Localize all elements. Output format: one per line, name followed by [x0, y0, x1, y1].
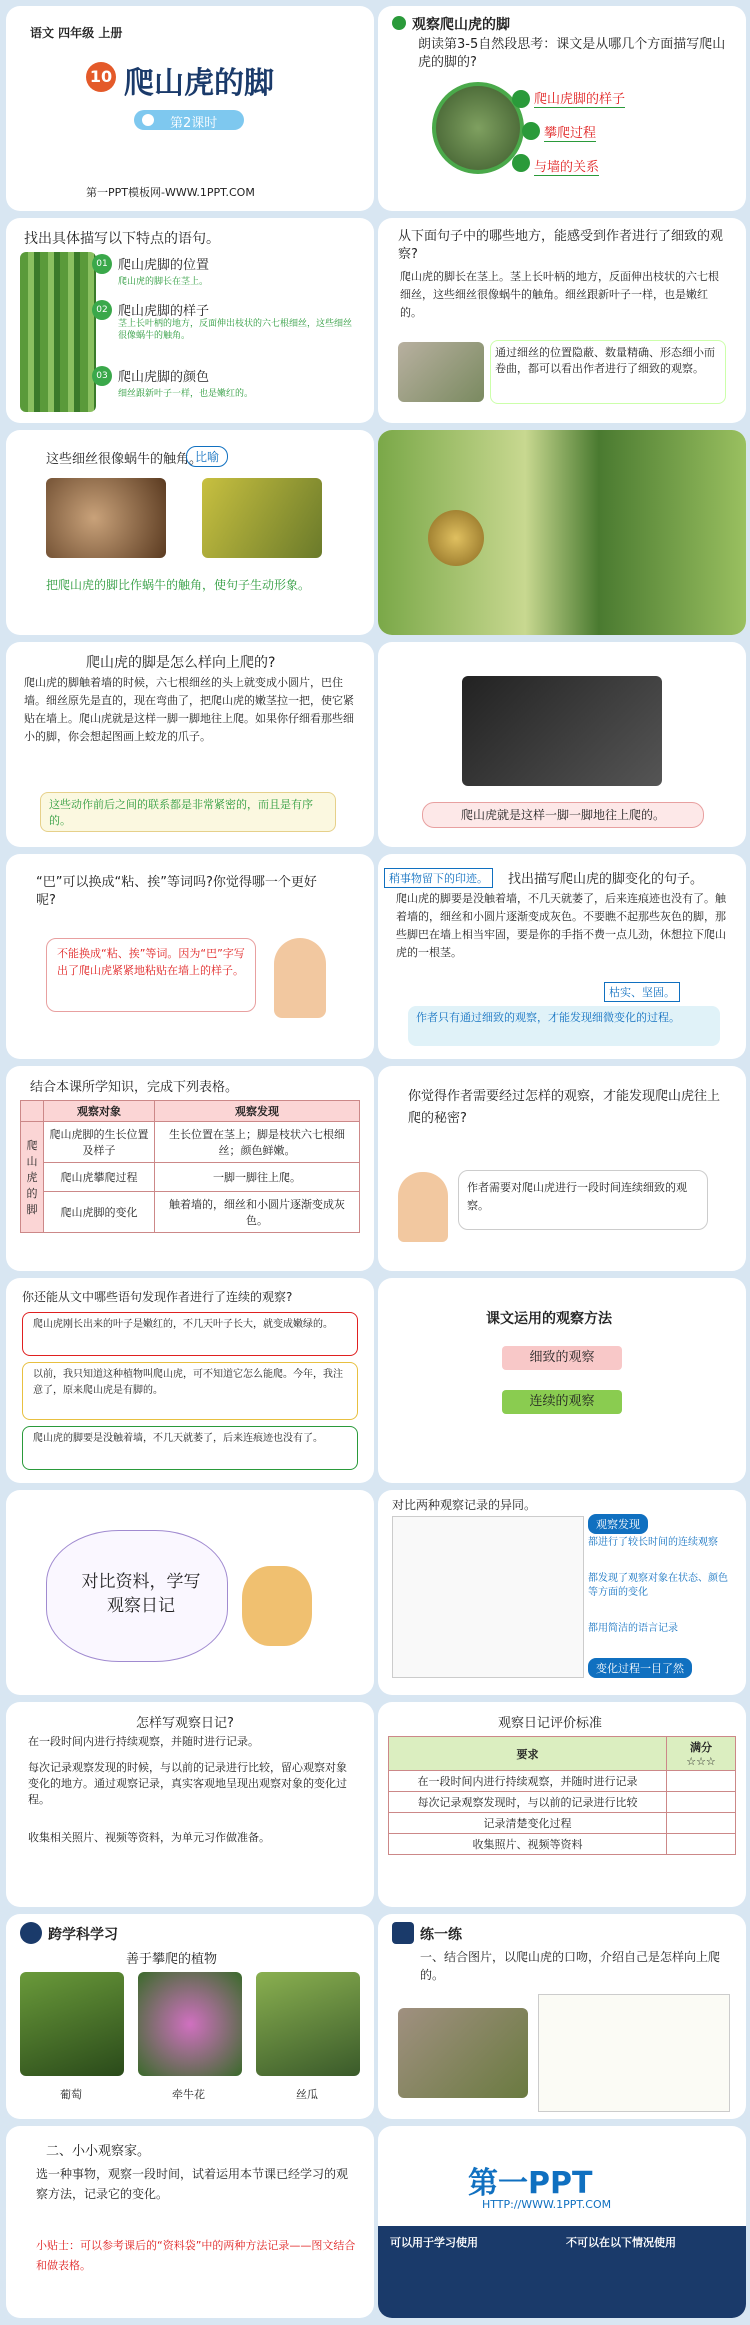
item-title: 爬山虎脚的样子 [118, 304, 210, 319]
slide-word-choice [6, 854, 374, 1059]
period-label: 第2课时 [170, 116, 218, 131]
plant-label: 牵牛花 [172, 2088, 205, 2101]
item-appearance: 爬山虎脚的样子 [534, 88, 625, 108]
num-badge: 01 [92, 254, 112, 274]
slide-metaphor [6, 430, 374, 635]
list-item: 收集相关照片、视频等资料，为单元习作做准备。 [28, 1831, 270, 1844]
question-text: “巴”可以换成“粘、挨”等词吗?你觉得哪一个更好呢? [36, 875, 317, 908]
table-cell: 在一段时间内进行持续观察，并随时进行记录 [389, 1771, 667, 1792]
point: 都进行了较长时间的连续观察 [588, 1537, 718, 1548]
luffa-photo [256, 1972, 360, 2076]
ivy-stem-photo [398, 2008, 528, 2098]
heading: 练一练 [420, 1927, 462, 1943]
quote-box: 爬山虎刚长出来的叶子是嫩红的，不几天叶子长大，就变成嫩绿的。 [22, 1312, 358, 1356]
record-sample [392, 1516, 584, 1678]
globe-icon [20, 1922, 42, 1944]
slide-observer [6, 2126, 374, 2318]
point: 都发现了观察对象在状态、颜色等方面的变化 [588, 1573, 728, 1598]
brand-url[interactable]: HTTP://WWW.1PPT.COM [482, 2198, 612, 2211]
summary-text: 把爬山虎的脚比作蜗牛的触角，使句子生动形象。 [46, 578, 311, 592]
writing-sample [538, 1994, 730, 2112]
brand-logo: 第一PPT [468, 2166, 593, 2201]
plant-label: 葡萄 [60, 2088, 82, 2101]
title: 对比资料，学写观察日记 [81, 1572, 201, 1616]
item-desc: 茎上长叶柄的地方，反面伸出枝状的六七根细丝，这些细丝很像蜗牛的触角。 [118, 319, 353, 341]
bullet-icon [392, 16, 406, 30]
disallowed-heading: 不可以在以下情况使用 [566, 2236, 676, 2249]
table-cell: 收集照片、视频等资料 [389, 1834, 667, 1855]
heading: 找出具体描写以下特点的语句。 [24, 231, 220, 247]
item-climbing: 攀爬过程 [544, 122, 596, 142]
table-cell: 爬山虎脚的生长位置及样子 [44, 1122, 155, 1163]
answer-bubble: 作者需要对爬山虎进行一段时间连续细致的观察。 [458, 1170, 708, 1230]
sentence: 这些细丝很像蜗牛的触角。 [46, 452, 203, 467]
question-text: 朗读第3-5自然段思考：课文是从哪几个方面描写爬山虎的脚的? [418, 37, 726, 70]
slide-snail-photo [378, 430, 746, 635]
lesson-title: 爬山虎的脚 [124, 66, 274, 101]
title: 观察日记评价标准 [498, 1716, 603, 1731]
passage-text: 爬山虎的脚要是没触着墙，不几天就萎了，后来连痕迹也没有了。触着墙的，细丝和小圆片逐渐变成灰色。不要瞧不起那些灰色的脚，那些脚巴在墙上相当牢固，要是你的手指不费一点儿劲，休想拉下爬山虎的一根茎。 [396, 892, 726, 959]
question-text: 对比两种观察记录的异同。 [392, 1498, 537, 1512]
list-item: 在一段时间内进行持续观察，并随时进行记录。 [28, 1735, 259, 1748]
pencil-icon [392, 1922, 414, 1944]
slide-secret [378, 1066, 746, 1271]
quote-text: 爬山虎的脚长在茎上。茎上长叶柄的地方，反面伸出枝状的六七根细丝，这些细丝很像蜗牛的触角。细丝跟新叶子一样，也是嫩红的。 [400, 270, 719, 319]
col-header: 要求 [389, 1737, 667, 1771]
heading: 观察爬山虎的脚 [412, 17, 510, 33]
footer-text: 第一PPT模板网-WWW.1PPT.COM [86, 186, 255, 199]
dot-icon [512, 154, 530, 172]
table-cell: 爬山虎脚的变化 [44, 1192, 155, 1233]
grape-photo [20, 1972, 124, 2076]
morning-glory-photo [138, 1972, 242, 2076]
note-box: 作者只有通过细致的观察，才能发现细微变化的过程。 [408, 1006, 720, 1046]
table-cell: 爬山虎攀爬过程 [44, 1163, 155, 1192]
grade-label: 语文 四年级 上册 [30, 26, 123, 40]
item-desc: 爬山虎的脚长在茎上。 [118, 277, 209, 287]
student-illustration [398, 1172, 448, 1242]
slide-diary-intro [6, 1490, 374, 1695]
heading: 找出描写爬山虎的脚变化的句子。 [508, 872, 704, 887]
quote-box: 爬山虎的脚要是没触着墙，不几天就萎了，后来连痕迹也没有了。 [22, 1426, 358, 1470]
slide-feet-change [378, 854, 746, 1059]
method-detailed: 细致的观察 [502, 1346, 622, 1370]
table-cell: 触着墙的，细丝和小圆片逐渐变成灰色。 [155, 1192, 360, 1233]
slide-evaluation [378, 1702, 746, 1907]
slide-table [6, 1066, 374, 1271]
slide-practice [378, 1914, 746, 2119]
lesson-number: 10 [89, 67, 113, 86]
circle-icon [142, 114, 154, 126]
table-cell: 记录清楚变化过程 [389, 1813, 667, 1834]
item-wall-relation: 与墙的关系 [534, 156, 599, 176]
num-badge: 02 [92, 300, 112, 320]
task-text: 选一种事物，观察一段时间，试着运用本节课已经学习的观察方法，记录它的变化。 [36, 2167, 349, 2201]
subheading: 善于攀爬的植物 [126, 1952, 218, 1967]
item-desc: 细丝跟新叶子一样，也是嫩红的。 [118, 389, 254, 399]
slide-how-climb [6, 642, 374, 847]
question-text: 从下面句子中的哪些地方，能感受到作者进行了细致的观察? [398, 229, 724, 262]
col-header: 观察对象 [44, 1101, 155, 1122]
col-header: 满分 [690, 1741, 712, 1754]
quote-box: 以前，我只知道这种植物叫爬山虎，可不知道它怎么能爬。今年，我注意了，原来爬山虎是有脚的。 [22, 1362, 358, 1420]
col-header: 观察发现 [155, 1101, 360, 1122]
task-text: 一、结合图片，以爬山虎的口吻，介绍自己是怎样向上爬的。 [420, 1950, 721, 1982]
tendril-photo [398, 342, 484, 402]
title: 课文运用的观察方法 [486, 1311, 612, 1327]
slide-compare-records [378, 1490, 746, 1695]
observation-table [20, 1100, 360, 1233]
evaluation-table [388, 1736, 736, 1855]
slide-careful-observation [378, 218, 746, 423]
leaf-photo [432, 82, 524, 174]
heading: 二、小小观察家。 [46, 2144, 151, 2159]
stars: ☆☆☆ [686, 1755, 716, 1768]
slide-find-sentences [6, 218, 374, 423]
question-text: 你觉得作者需要经过怎样的观察，才能发现爬山虎往上爬的秘密? [408, 1089, 721, 1126]
snail-shell-icon [428, 510, 484, 566]
metaphor-tag: 比喻 [186, 446, 228, 467]
table-cell: 一脚一脚往上爬。 [155, 1163, 360, 1192]
slide-cross-subject [6, 1914, 374, 2119]
table-cell: 生长位置在茎上；脚是枝状六七根细丝；颜色鲜嫩。 [155, 1122, 360, 1163]
slide-methods [378, 1278, 746, 1483]
ivy-photo [20, 252, 96, 412]
plant-label: 丝瓜 [296, 2088, 318, 2101]
lesson-number-badge [86, 62, 116, 92]
brand-footer [378, 2226, 746, 2318]
answer-bubble: 不能换成“粘、挨”等词。因为“巴”字写出了爬山虎紧紧地粘贴在墙上的样子。 [46, 938, 256, 1012]
question-text: 你还能从文中哪些语句发现作者进行了连续的观察? [22, 1290, 293, 1304]
method-continuous: 连续的观察 [502, 1390, 622, 1414]
footer-badge: 变化过程一目了然 [588, 1658, 692, 1678]
slide-video [378, 642, 746, 847]
tendril-closeup-photo [202, 478, 322, 558]
question-text: 爬山虎的脚是怎么样向上爬的? [86, 655, 276, 671]
note-box: 通过细丝的位置隐蔽、数量精确、形态细小而卷曲，都可以看出作者进行了细致的观察。 [490, 340, 726, 404]
allowed-heading: 可以用于学习使用 [390, 2236, 478, 2249]
table-cell: 每次记录观察发现时，与以前的记录进行比较 [389, 1792, 667, 1813]
slide-ppt-brand [378, 2126, 746, 2318]
tip-text: 小贴士：可以参考课后的“资料袋”中的两种方法记录——图文结合和做表格。 [36, 2239, 356, 2272]
caption: 爬山虎就是这样一脚一脚地往上爬的。 [422, 802, 704, 828]
video-frame[interactable] [462, 676, 662, 786]
character-illustration [242, 1566, 312, 1646]
period-pill [134, 110, 244, 130]
slide-how-write [6, 1702, 374, 1907]
slide-observe-feet [378, 6, 746, 211]
student-illustration [274, 938, 326, 1018]
passage-text: 爬山虎的脚触着墙的时候，六七根细丝的头上就变成小圆片，巴住墙。细丝原先是直的，现在弯曲了，把爬山虎的嫩茎拉一把，使它紧贴在墙上。爬山虎就是这样一脚一脚地往上爬。如果你仔细看那些细小的脚，你会想起图画上蛟龙的爪子。 [24, 676, 354, 743]
item-title: 爬山虎脚的位置 [118, 258, 210, 273]
dot-icon [522, 122, 540, 140]
heading: 跨学科学习 [48, 1927, 118, 1943]
badge: 观察发现 [588, 1514, 648, 1534]
heading: 结合本课所学知识，完成下列表格。 [30, 1080, 239, 1095]
list-item: 每次记录观察发现的时候，与以前的记录进行比较，留心观察对象变化的地方。通过观察记录，真实客观地呈现出观察对象的变化过程。 [28, 1761, 347, 1806]
item-title: 爬山虎脚的颜色 [118, 370, 210, 385]
dot-icon [512, 90, 530, 108]
tag: 稍事物留下的印迹。 [384, 868, 493, 888]
slide-title [6, 6, 374, 211]
point: 都用简洁的语言记录 [588, 1623, 678, 1634]
num-badge: 03 [92, 366, 112, 386]
question-text: 怎样写观察日记? [136, 1716, 234, 1731]
snail-photo [46, 478, 166, 558]
tag: 枯实、坚固。 [604, 982, 680, 1002]
side-label: 爬山虎的脚 [21, 1122, 44, 1233]
slide-continuous [6, 1278, 374, 1483]
note-box: 这些动作前后之间的联系都是非常紧密的，而且是有序的。 [40, 792, 336, 832]
